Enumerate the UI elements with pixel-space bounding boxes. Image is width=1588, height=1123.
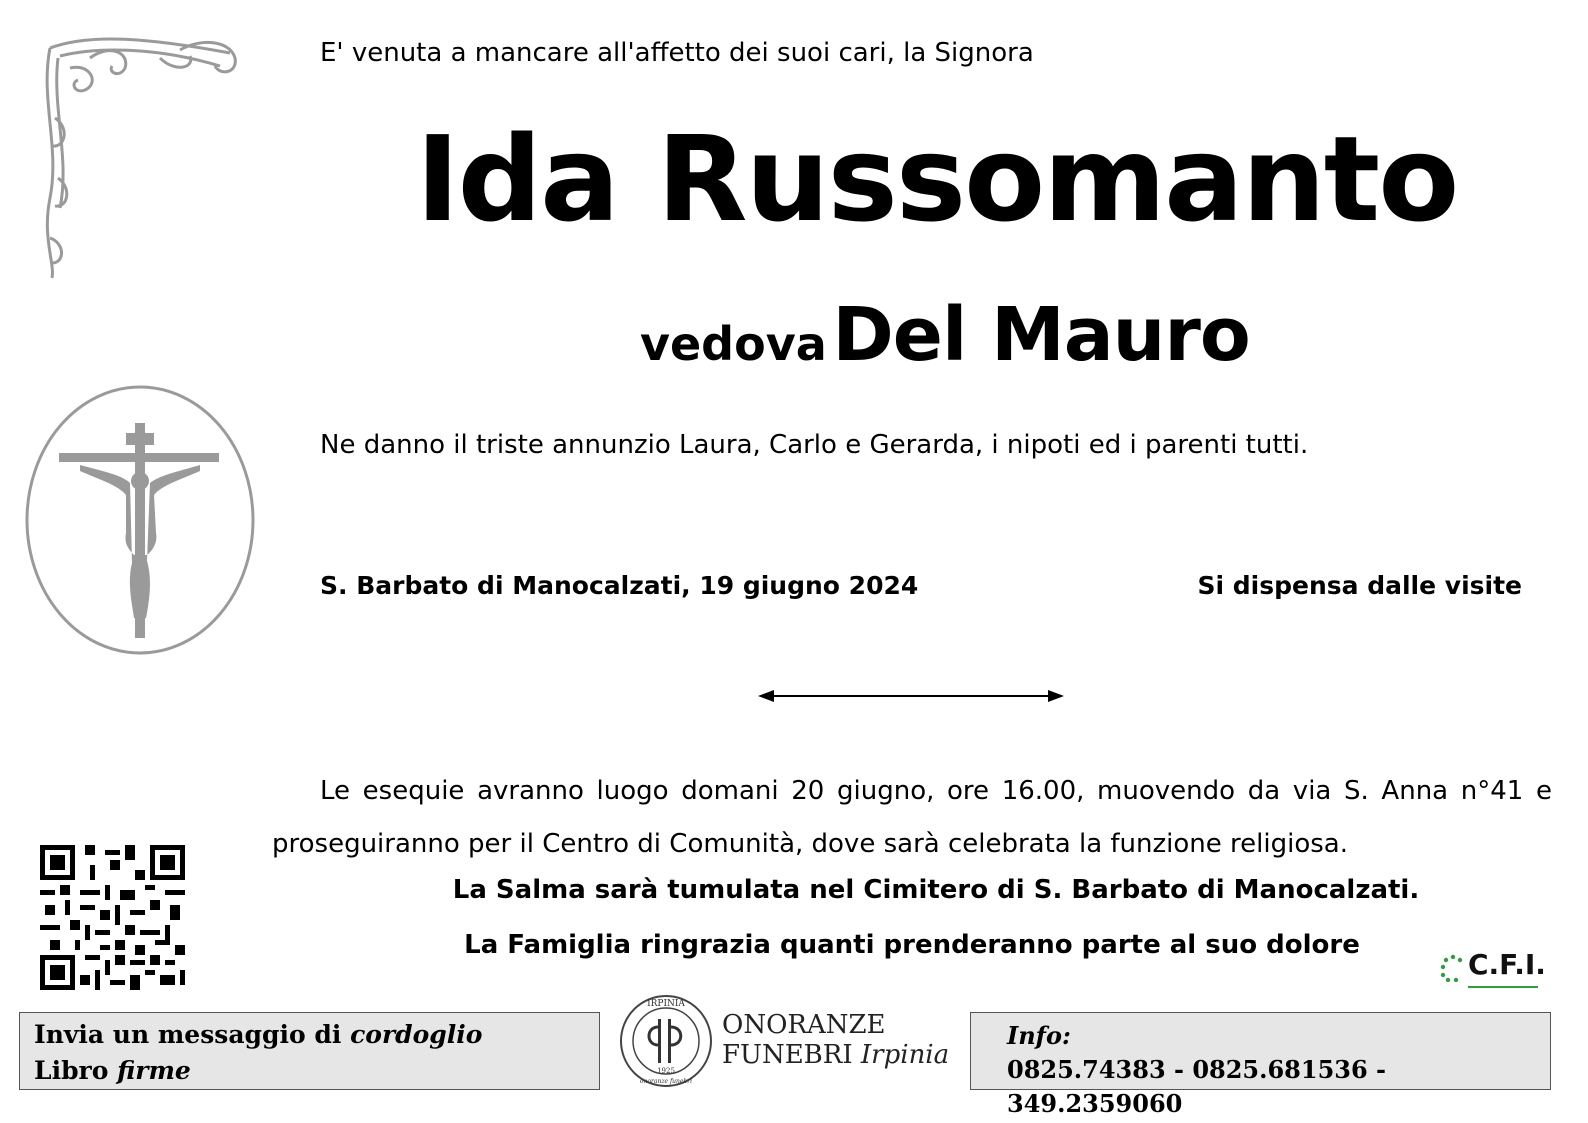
condolence-em: cordoglio (350, 1020, 483, 1049)
cfi-underline (1468, 986, 1538, 988)
condolence-prefix: Invia un messaggio di (34, 1020, 351, 1049)
info-box (970, 1012, 1551, 1118)
condolence-line[interactable] (34, 1017, 585, 1053)
logo-line2-em: Irpinia (860, 1040, 950, 1070)
funeral-home-seal-icon (618, 993, 714, 1089)
funeral-home-name (722, 1010, 949, 1070)
condolence-box[interactable] (19, 1012, 600, 1090)
crucifix-icon (22, 383, 258, 658)
arrow-divider-icon (756, 686, 1066, 706)
logo-line1: ONORANZE (722, 1010, 886, 1040)
visits-note: Si dispensa dalle visite (1197, 571, 1522, 600)
widow-surname: Del Mauro (832, 292, 1250, 378)
guestbook-line[interactable] (34, 1053, 585, 1089)
burial-text: La Salma sarà tumulata nel Cimitero di S. Barbato di Manocalzati. (452, 875, 1420, 905)
place-date: S. Barbato di Manocalzati, 19 giugno 2024 (320, 571, 919, 600)
deceased-name: Ida Russomanto (415, 110, 1458, 248)
qr-code-icon[interactable] (40, 845, 185, 990)
intro-text: E' venuta a mancare all'affetto dei suoi cari, la Signora (320, 38, 1034, 68)
seal-bottom-text: onoranze funebri (639, 1078, 693, 1085)
seal-top-text: IRPINIA (647, 999, 685, 1009)
logo-line2-prefix: FUNEBRI (722, 1040, 861, 1070)
funeral-text: Le esequie avranno luogo domani 20 giugno, ore 16.00, muovendo da via S. Anna n°41 e proseguiranno per il Centro di Comunità, dove sarà celebrata la funzione religiosa. (272, 776, 1552, 859)
guestbook-prefix: Libro (34, 1056, 118, 1085)
info-label: Info: (1007, 1021, 1071, 1050)
guestbook-em: firme (117, 1056, 191, 1085)
cfi-dots-icon (1440, 954, 1466, 982)
announcement-text: Ne danno il triste annunzio Laura, Carlo e Gerarda, i nipoti ed i parenti tutti. (320, 430, 1309, 460)
cfi-text: C.F.I. (1468, 948, 1546, 981)
widow-prefix: vedova (640, 317, 827, 371)
phone-numbers[interactable]: 0825.74383 - 0825.681536 - 349.2359060 (1007, 1055, 1386, 1118)
thanks-text: La Famiglia ringrazia quanti prenderanno parte al suo dolore (464, 930, 1360, 960)
widow-line (640, 292, 1250, 378)
seal-year-text: 1925 (657, 1067, 675, 1075)
logo-line2 (722, 1040, 949, 1070)
cfi-logo (1440, 948, 1546, 996)
